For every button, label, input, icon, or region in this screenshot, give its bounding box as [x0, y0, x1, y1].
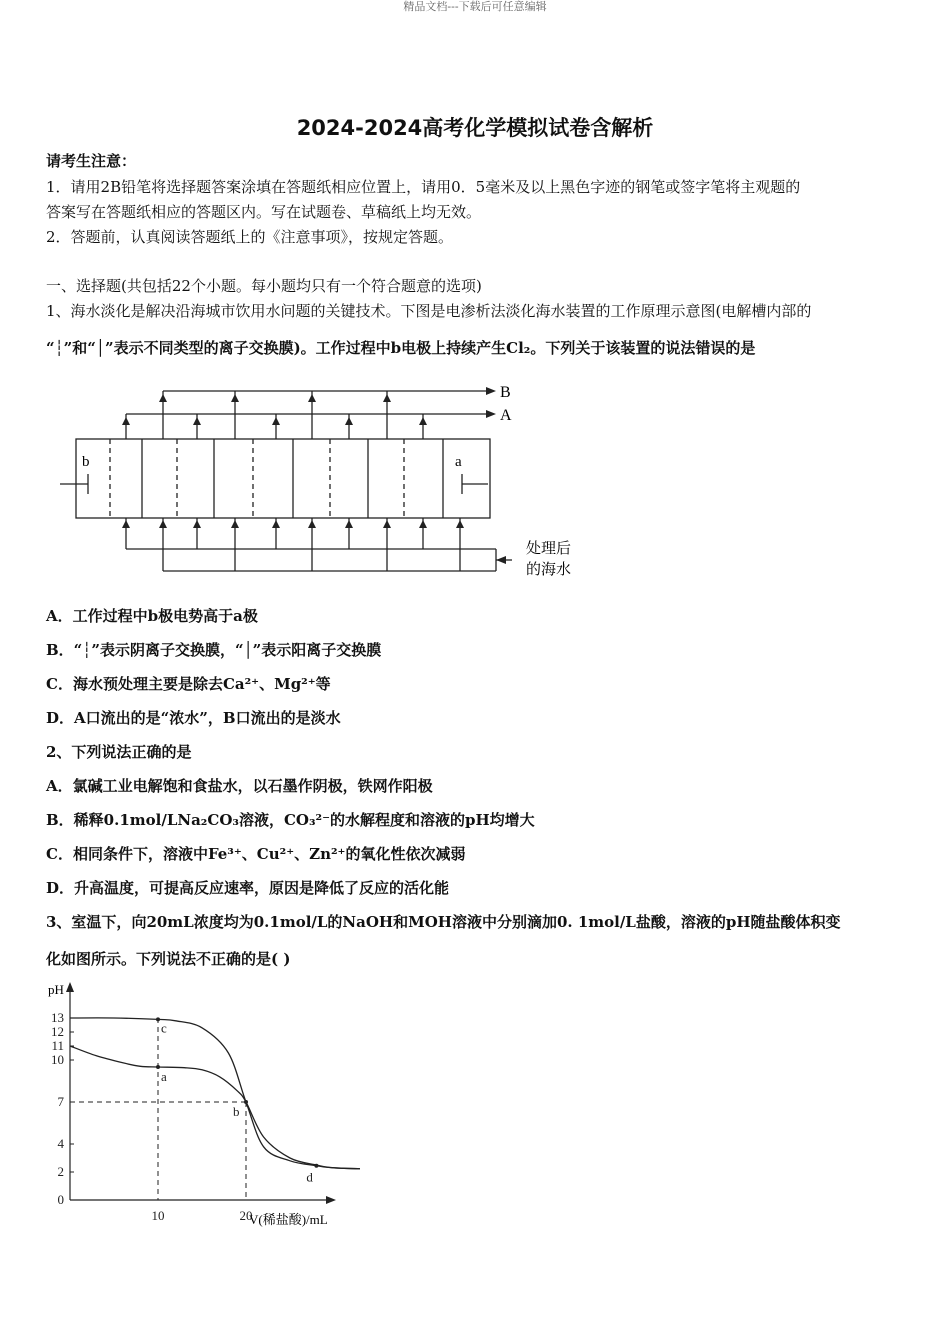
series-line-2 [70, 1046, 360, 1170]
q2-option-b: B．稀释0.1mol/LNa₂CO₃溶液，CO₃²⁻的水解程度和溶液的pH均增大 [46, 811, 535, 829]
q2-option-d: D．升高温度，可提高反应速率，原因是降低了反应的活化能 [46, 879, 450, 897]
header-note: 精品文档---下载后可任意编辑 [403, 0, 547, 13]
q1-stem-line2: “┆”和“│”表示不同类型的离子交换膜)。工作过程中b电极上持续产生Cl₂。下列关于该装置的说法错误的是 [46, 339, 756, 357]
x-tick-label: 20 [239, 1208, 253, 1223]
q3-stem-line1: 3、室温下，向20mL浓度均为0.1mol/L的NaOH和MOH溶液中分别滴加0. 1mol/L盐酸，溶液的pH随盐酸体积变 [46, 913, 841, 931]
notice-item1-line1: 1．请用2B铅笔将选择题答案涂填在答题纸相应位置上，请用0．5毫米及以上黑色字迹的钢笔或签字笔将主观题的 [46, 178, 801, 196]
outlet-b-label: B [500, 384, 511, 401]
notice-item1-line2: 答案写在答题纸相应的答题区内。写在试题卷、草稿纸上均无效。 [46, 203, 482, 221]
y-tick-label: 12 [51, 1024, 64, 1039]
q1-option-c: C．海水预处理主要是除去Ca²⁺、Mg²⁺等 [46, 675, 331, 693]
point-label: b [233, 1104, 240, 1119]
q2-option-c: C．相同条件下，溶液中Fe³⁺、Cu²⁺、Zn²⁺的氧化性依次减弱 [46, 845, 466, 863]
outlet-a-label: A [500, 407, 512, 424]
y-axis-label: pH [48, 982, 64, 997]
q2-stem: 2、下列说法正确的是 [46, 743, 192, 761]
q1-option-d: D．A口流出的是“浓水”，B口流出的是淡水 [46, 709, 341, 727]
q1-option-b: B．“┆”表示阴离子交换膜，“│”表示阳离子交换膜 [46, 641, 382, 659]
x-axis-label: V(稀盐酸)/mL [249, 1212, 328, 1227]
q1-stem-line1: 1、海水淡化是解决沿海城市饮用水问题的关键技术。下图是电渗析法淡化海水装置的工作原理示意图(电解槽内部的 [46, 302, 812, 320]
point-marker [156, 1017, 160, 1021]
point-label: d [306, 1169, 313, 1185]
point-label: a [161, 1069, 167, 1084]
y-tick-label: 10 [51, 1052, 64, 1067]
inlet-label-line1: 处理后 [526, 541, 572, 557]
notice-heading: 请考生注意： [46, 152, 137, 170]
section-heading: 一、选择题(共包括22个小题。每小题均只有一个符合题意的选项) [46, 277, 482, 295]
inlet-label-line2: 的海水 [526, 562, 572, 578]
y-tick-label: 0 [57, 1192, 64, 1207]
point-marker [156, 1065, 160, 1069]
electrode-a-label: a [455, 454, 462, 470]
point-marker [314, 1164, 318, 1168]
point-marker [244, 1100, 248, 1104]
q2-option-a: A．氯碱工业电解饱和食盐水，以石墨作阴极，铁网作阳极 [46, 777, 433, 795]
electrodialysis-diagram [50, 378, 600, 583]
y-tick-label: 7 [57, 1094, 64, 1109]
y-tick-label: 4 [57, 1136, 64, 1151]
y-tick-label: 11 [51, 1038, 64, 1053]
q3-stem-line2: 化如图所示。下列说法不正确的是( ) [46, 950, 291, 968]
y-tick-label: 2 [57, 1164, 64, 1179]
page-title: 2024-2024高考化学模拟试卷含解析 [296, 116, 654, 140]
series-line-1 [70, 1018, 360, 1170]
point-label: c [161, 1020, 167, 1036]
ph-titration-chart [40, 978, 360, 1233]
electrode-b-label: b [82, 454, 90, 470]
x-tick-label: 10 [151, 1208, 165, 1223]
q1-option-a: A．工作过程中b极电势高于a极 [46, 607, 258, 625]
y-tick-label: 13 [51, 1010, 64, 1025]
notice-item2: 2．答题前，认真阅读答题纸上的《注意事项》，按规定答题。 [46, 228, 454, 246]
